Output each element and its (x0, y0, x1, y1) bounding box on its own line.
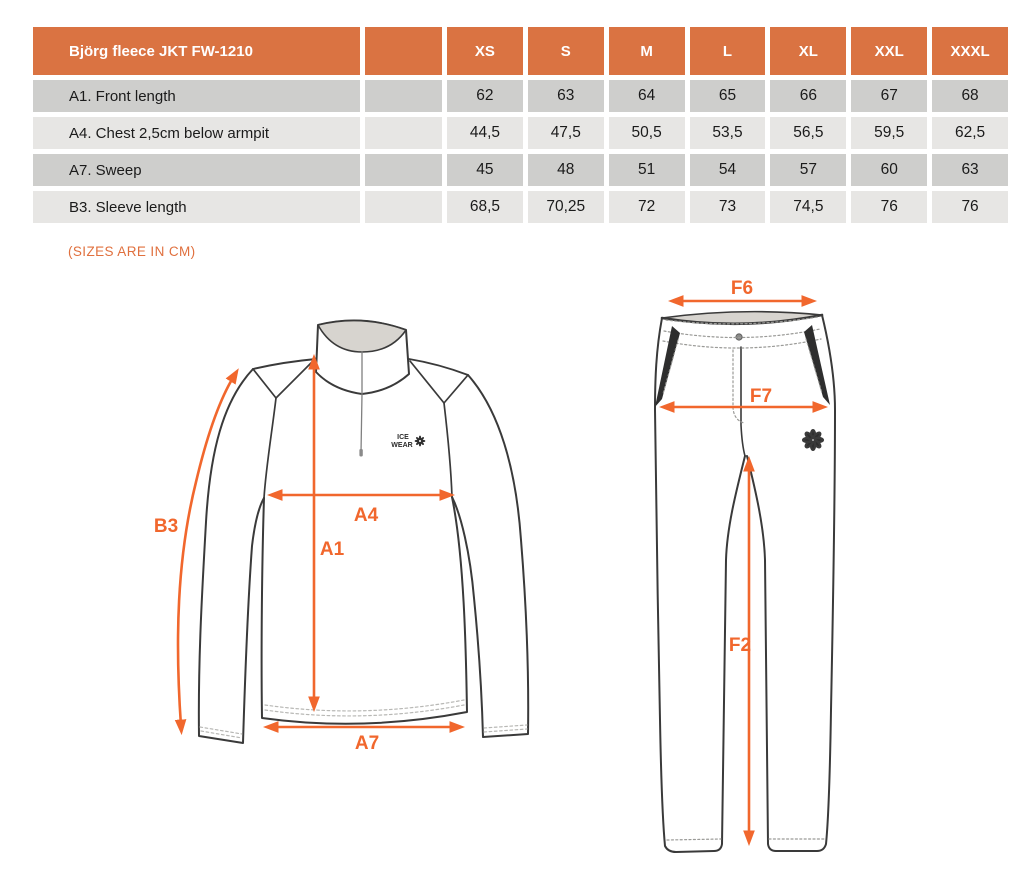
measure-row-label: B3. Sleeve length (33, 191, 360, 223)
size-value-cell: 76 (851, 191, 927, 223)
size-column-header: L (690, 27, 766, 75)
measure-label-f6: F6 (730, 278, 754, 299)
empty-cell (365, 154, 442, 186)
empty-cell (365, 80, 442, 112)
size-value-cell: 64 (609, 80, 685, 112)
size-value-cell: 67 (851, 80, 927, 112)
pants-left-leg (655, 318, 745, 852)
size-value-cell: 54 (690, 154, 766, 186)
empty-cell (365, 191, 442, 223)
jacket-right-raglan-seam (444, 403, 452, 497)
garment-measurement-diagram (0, 270, 1030, 889)
size-value-cell: 53,5 (690, 117, 766, 149)
measure-row-label: A7. Sweep (33, 154, 360, 186)
measure-label-a7: A7 (354, 733, 380, 754)
size-value-cell: 66 (770, 80, 846, 112)
jacket-left-yoke-seam (253, 360, 314, 398)
measure-label-f7: F7 (749, 386, 773, 407)
size-value-cell: 59,5 (851, 117, 927, 149)
size-value-cell: 74,5 (770, 191, 846, 223)
jacket-body (262, 497, 467, 724)
jacket-zipper-pull (359, 449, 362, 457)
product-title-header: Björg fleece JKT FW-1210 (33, 27, 360, 75)
size-value-cell: 51 (609, 154, 685, 186)
size-column-header: XL (770, 27, 846, 75)
jacket-logo-text-line1: ICE (397, 434, 409, 441)
pants-fly-stitch (733, 350, 744, 423)
measure-row-label: A4. Chest 2,5cm below armpit (33, 117, 360, 149)
size-value-cell: 62 (447, 80, 523, 112)
size-column-header: XS (447, 27, 523, 75)
size-value-cell: 60 (851, 154, 927, 186)
jacket-right-sleeve (452, 375, 528, 737)
pants-logo-flower-icon (803, 430, 823, 450)
jacket-drawing (199, 321, 528, 743)
size-value-cell: 45 (447, 154, 523, 186)
size-value-cell: 63 (528, 80, 604, 112)
measure-label-b3: B3 (153, 516, 179, 537)
size-value-cell: 68 (932, 80, 1008, 112)
size-value-cell: 56,5 (770, 117, 846, 149)
pants-measure-arrows (668, 301, 819, 837)
measure-label-a4: A4 (353, 505, 379, 526)
jacket-left-sleeve (199, 369, 264, 743)
jacket-right-yoke-seam (410, 361, 468, 403)
size-value-cell: 62,5 (932, 117, 1008, 149)
size-value-cell: 44,5 (447, 117, 523, 149)
size-value-cell: 47,5 (528, 117, 604, 149)
size-chart-note: (SIZES ARE IN CM) (68, 244, 196, 259)
b3-measure-arrow (178, 376, 234, 726)
measure-label-a1: A1 (319, 539, 345, 560)
size-table (33, 27, 1008, 223)
size-value-cell: 72 (609, 191, 685, 223)
measure-row-label: A1. Front length (33, 80, 360, 112)
jacket-logo-text-line2: WEAR (391, 442, 413, 449)
size-value-cell: 76 (932, 191, 1008, 223)
size-value-cell: 50,5 (609, 117, 685, 149)
empty-header-cell (365, 27, 442, 75)
pants-hem-stitching (667, 839, 824, 840)
pants-drawing (655, 312, 835, 852)
size-column-header: XXL (851, 27, 927, 75)
jacket-right-shoulder-seam (409, 359, 468, 375)
size-column-header: M (609, 27, 685, 75)
jacket-measure-arrows (178, 363, 456, 727)
size-value-cell: 70,25 (528, 191, 604, 223)
jacket-logo-flower-icon (415, 436, 426, 447)
size-value-cell: 73 (690, 191, 766, 223)
jacket-left-raglan-seam (264, 398, 276, 498)
size-column-header: S (528, 27, 604, 75)
size-value-cell: 63 (932, 154, 1008, 186)
size-value-cell: 65 (690, 80, 766, 112)
pants-fly-seam (741, 347, 745, 456)
measure-label-f2: F2 (728, 635, 752, 656)
jacket-brand-logo (391, 434, 425, 449)
size-column-header: XXXL (932, 27, 1008, 75)
size-value-cell: 48 (528, 154, 604, 186)
empty-cell (365, 117, 442, 149)
size-value-cell: 68,5 (447, 191, 523, 223)
size-value-cell: 57 (770, 154, 846, 186)
